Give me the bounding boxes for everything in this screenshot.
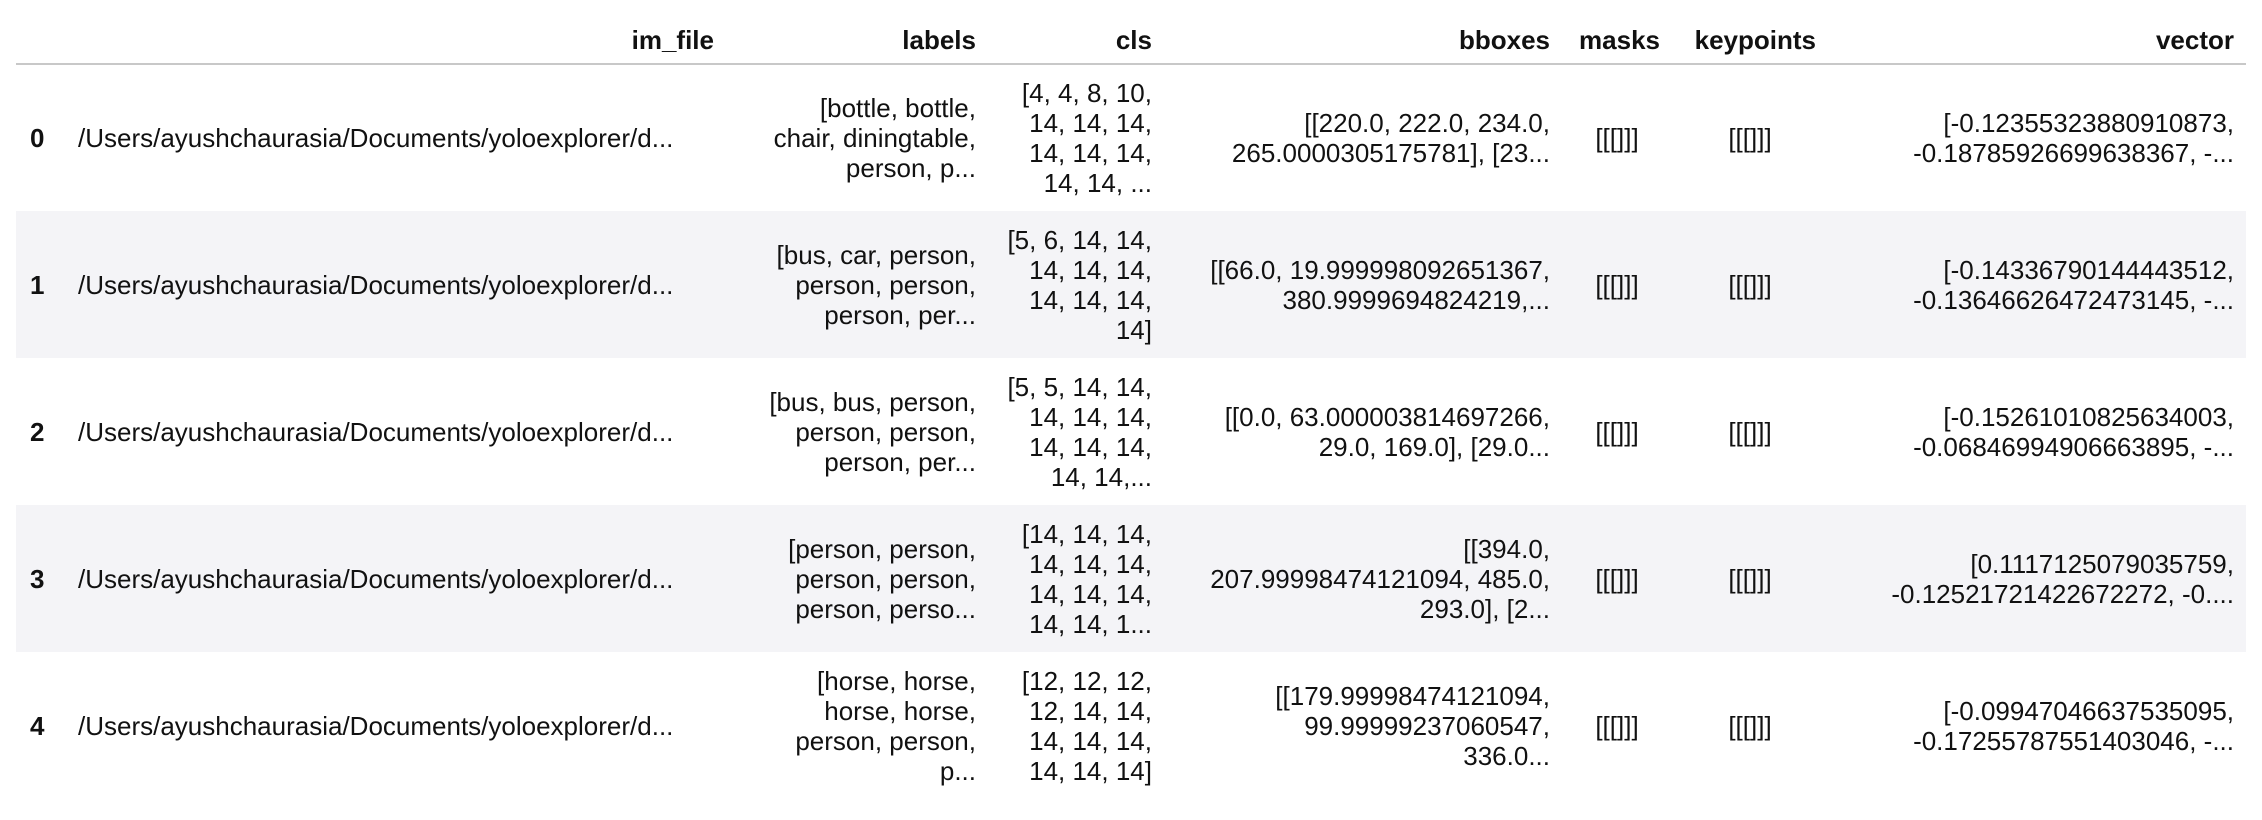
header-index (16, 0, 66, 64)
cell-labels-text: [person, person, person, person, person, perso... (788, 533, 976, 624)
cell-labels-text: [bottle, bottle, chair, diningtable, person, p... (773, 93, 976, 183)
cell-cls-text: [12, 12, 12, 12, 14, 14, 14, 14, 14, 14, 14, 14] (1021, 665, 1152, 786)
cell-vector-text: [-0.12355323880910873, -0.18785926699638367, -... (1913, 108, 2234, 168)
header-keypoints: keypoints (1672, 0, 1828, 64)
table-row (16, 652, 2246, 799)
cell-bboxes-text: [[394.0, 207.99998474121094, 485.0, 293.0], [2... (1210, 533, 1550, 624)
cell-vector-text: [-0.14336790144443512, -0.13646626472473145, -... (1913, 254, 2234, 315)
cell-bboxes (1164, 652, 1562, 799)
cell-im-file: /Users/ayushchaurasia/Documents/yoloexplorer/d... (78, 123, 674, 153)
cell-bboxes (1164, 358, 1562, 505)
header-row (16, 0, 2246, 64)
row-index: 1 (30, 269, 45, 300)
cell-vector-text: [-0.09947046637535095, -0.17255787551403046, -... (1913, 695, 2234, 756)
cell-vector (1828, 358, 2246, 505)
cell-bboxes-text: [[179.99998474121094, 99.99999237060547, 336.0... (1275, 680, 1550, 771)
cell-keypoints: [[[]]] (1728, 710, 1772, 741)
table-body (16, 64, 2246, 799)
row-index: 2 (30, 416, 45, 447)
cell-masks: [[[]]] (1595, 710, 1639, 741)
row-index: 4 (30, 710, 45, 741)
cell-keypoints: [[[]]] (1728, 269, 1772, 300)
cell-labels (726, 505, 988, 652)
header-masks: masks (1562, 0, 1672, 64)
cell-bboxes (1164, 64, 1562, 211)
cell-labels (726, 652, 988, 799)
cell-vector-text: [-0.15261010825634003, -0.06846994906663895, -... (1913, 401, 2234, 462)
cell-masks: [[[]]] (1595, 416, 1639, 447)
cell-cls (988, 652, 1164, 799)
cell-cls (988, 211, 1164, 358)
cell-cls (988, 64, 1164, 211)
cell-labels (726, 64, 988, 211)
cell-cls-text: [14, 14, 14, 14, 14, 14, 14, 14, 14, 14, 14, 1... (1021, 518, 1152, 639)
cell-cls-text: [5, 5, 14, 14, 14, 14, 14, 14, 14, 14, 14, 14,... (1007, 371, 1152, 492)
table-header (16, 0, 2246, 64)
header-im-file: im_file (66, 0, 726, 64)
cell-vector-text: [0.1117125079035759, -0.12521721422672272, -0.... (1891, 548, 2234, 609)
cell-labels (726, 211, 988, 358)
cell-masks: [[[]]] (1595, 269, 1639, 300)
cell-keypoints: [[[]]] (1728, 563, 1772, 594)
cell-bboxes-text: [[0.0, 63.000003814697266, 29.0, 169.0], [29.0... (1224, 401, 1550, 462)
cell-bboxes-text: [[220.0, 222.0, 234.0, 265.0000305175781], [23... (1231, 108, 1550, 168)
cell-cls-text: [5, 6, 14, 14, 14, 14, 14, 14, 14, 14, 14] (1007, 224, 1152, 345)
cell-vector (1828, 64, 2246, 211)
cell-vector (1828, 505, 2246, 652)
table-row (16, 211, 2246, 358)
dataframe-table-container (16, 0, 2246, 799)
cell-im-file: /Users/ayushchaurasia/Documents/yoloexplorer/d... (78, 416, 674, 447)
cell-im-file: /Users/ayushchaurasia/Documents/yoloexplorer/d... (78, 710, 674, 741)
cell-cls (988, 505, 1164, 652)
table-row (16, 505, 2246, 652)
cell-labels-text: [horse, horse, horse, horse, person, person, p... (795, 665, 976, 786)
table-row (16, 64, 2246, 211)
cell-masks: [[[]]] (1595, 123, 1639, 153)
header-cls: cls (988, 0, 1164, 64)
cell-im-file: /Users/ayushchaurasia/Documents/yoloexplorer/d... (78, 563, 674, 594)
cell-bboxes (1164, 505, 1562, 652)
cell-labels (726, 358, 988, 505)
header-vector: vector (1828, 0, 2246, 64)
header-labels: labels (726, 0, 988, 64)
header-bboxes: bboxes (1164, 0, 1562, 64)
dataframe-table (16, 0, 2246, 799)
row-index: 3 (30, 563, 45, 594)
cell-vector (1828, 652, 2246, 799)
cell-bboxes-text: [[66.0, 19.999998092651367, 380.9999694824219,... (1210, 254, 1550, 315)
cell-cls-text: [4, 4, 8, 10, 14, 14, 14, 14, 14, 14, 14, 14, ... (1021, 78, 1152, 198)
cell-vector (1828, 211, 2246, 358)
row-index: 0 (30, 123, 45, 153)
cell-labels-text: [bus, bus, person, person, person, person, per... (769, 386, 976, 477)
table-row (16, 358, 2246, 505)
cell-cls (988, 358, 1164, 505)
cell-masks: [[[]]] (1595, 563, 1639, 594)
cell-keypoints: [[[]]] (1728, 416, 1772, 447)
cell-keypoints: [[[]]] (1728, 123, 1772, 153)
cell-bboxes (1164, 211, 1562, 358)
cell-labels-text: [bus, car, person, person, person, person, per... (776, 239, 976, 330)
cell-im-file: /Users/ayushchaurasia/Documents/yoloexplorer/d... (78, 269, 674, 300)
